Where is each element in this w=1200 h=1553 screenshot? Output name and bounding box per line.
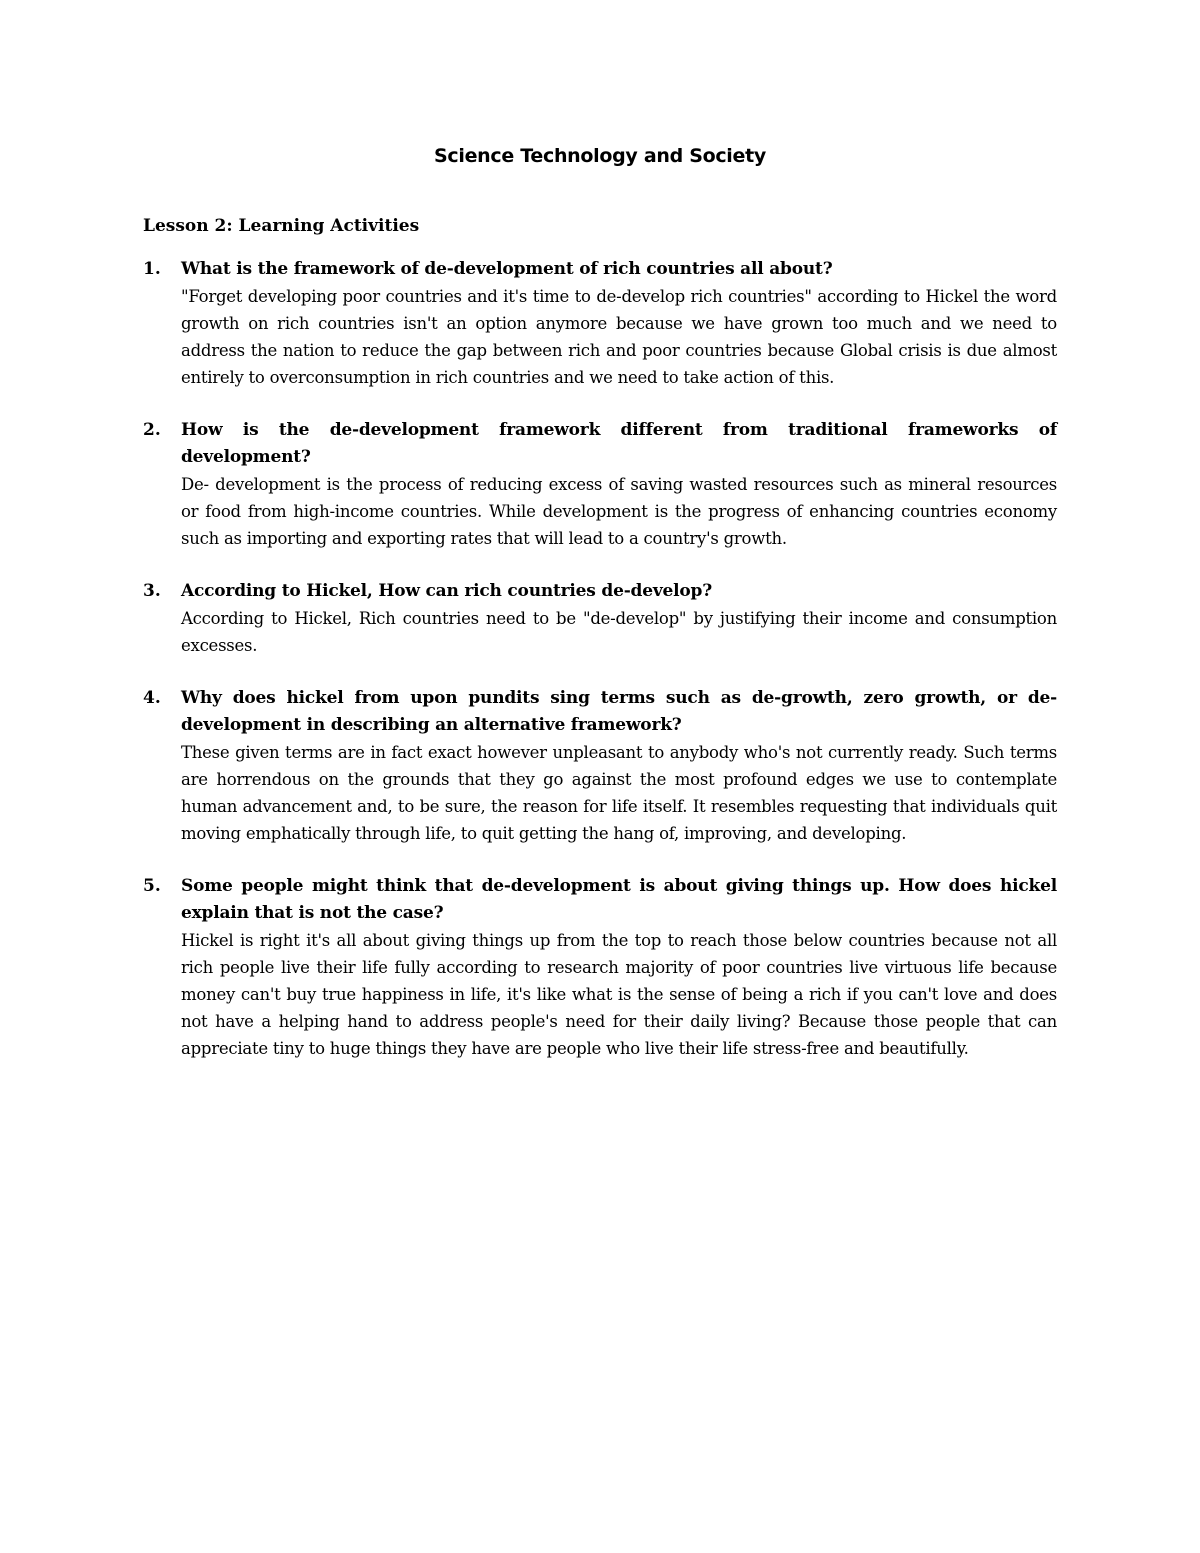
question-text: Some people might think that de-development is about giving things up. How does hickel explain that is not the case? <box>181 876 1057 923</box>
question-item-4 <box>143 685 1057 847</box>
question-list <box>143 256 1057 1088</box>
question-number: 4. <box>143 688 161 708</box>
answer-text: De- development is the process of reducing excess of saving wasted resources such as mineral resources or food from high-income countries. While development is the progress of enhancing countries economy such as importing and exporting rates that will lead to a country's growth. <box>181 475 1057 548</box>
question-item-1 <box>143 256 1057 391</box>
question-text: Why does hickel from upon pundits sing terms such as de-growth, zero growth, or de-development in describing an alternative framework? <box>181 688 1057 735</box>
question-number: 2. <box>143 420 161 440</box>
answer-text: "Forget developing poor countries and it's time to de-develop rich countries" according to Hickel the word growth on rich countries isn't an option anymore because we have grown too much and we need to address the nation to reduce the gap between rich and poor countries because Global crisis is due almost entirely to overconsumption in rich countries and we need to take action of this. <box>181 287 1057 387</box>
answer-text: According to Hickel, Rich countries need to be "de-develop" by justifying their income and consumption excesses. <box>181 609 1057 655</box>
question-number: 5. <box>143 876 161 896</box>
question-item-3 <box>143 578 1057 659</box>
question-text: How is the de-development framework different from traditional frameworks of development? <box>181 420 1057 467</box>
question-text: What is the framework of de-development of rich countries all about? <box>181 259 833 279</box>
question-number: 3. <box>143 581 161 601</box>
question-item-2 <box>143 417 1057 552</box>
answer-text: Hickel is right it's all about giving things up from the top to reach those below countries because not all rich people live their life fully according to research majority of poor countries live virtuous life because money can't buy true happiness in life, it's like what is the sense of being a rich if you can't love and does not have a helping hand to address people's need for their daily living? Because those people that can appreciate tiny to huge things they have are people who live their life stress-free and beautifully. <box>181 931 1057 1058</box>
answer-text: These given terms are in fact exact however unpleasant to anybody who's not currently ready. Such terms are horrendous on the grounds that they go against the most profound edges we use to contemplate human advancement and, to be sure, the reason for life itself. It resembles requesting that individuals quit moving emphatically through life, to quit getting the hang of, improving, and developing. <box>181 743 1057 843</box>
page-title: Science Technology and Society <box>434 145 766 167</box>
question-text: According to Hickel, How can rich countries de-develop? <box>181 581 712 601</box>
question-item-5 <box>143 873 1057 1062</box>
lesson-heading: Lesson 2: Learning Activities <box>143 216 420 236</box>
question-number: 1. <box>143 259 161 279</box>
